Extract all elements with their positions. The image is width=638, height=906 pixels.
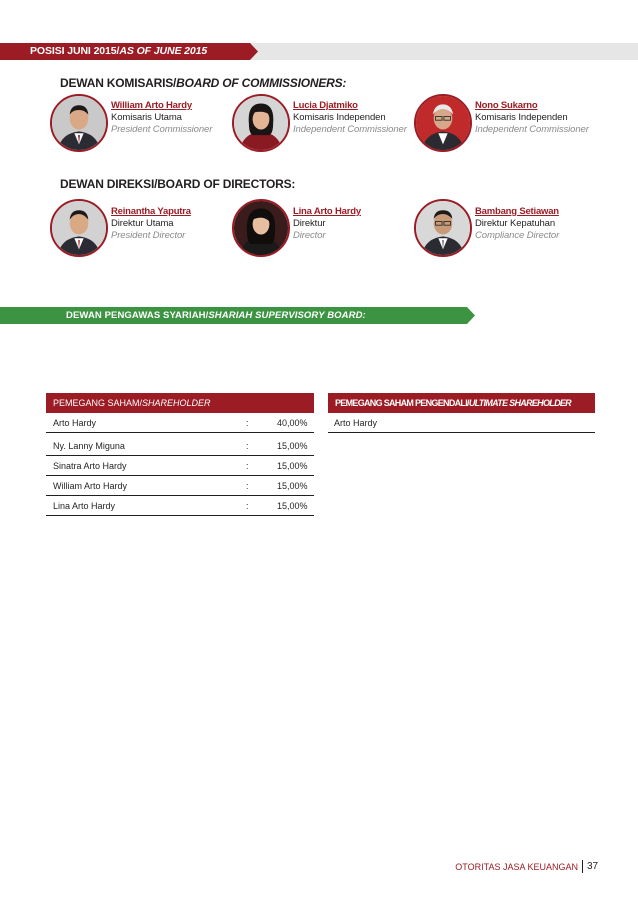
share-percentage: 15,00% — [277, 501, 308, 511]
table-row — [46, 476, 314, 496]
person-photo — [414, 94, 472, 152]
person-name: Nono Sukarno — [475, 100, 538, 111]
header-banner-background — [250, 43, 638, 60]
shareholder-name: William Arto Hardy — [53, 481, 128, 491]
table-row — [46, 496, 314, 516]
column-divider — [258, 436, 259, 455]
footer-divider — [582, 860, 583, 873]
commissioners-heading: DEWAN KOMISARIS/BOARD OF COMMISSIONERS: — [60, 76, 347, 90]
person-role-english: Independent Commissioner — [293, 124, 407, 135]
page-number: 37 — [587, 861, 599, 872]
person-name: Lucia Djatmiko — [293, 100, 358, 111]
person-role-english: President Commissioner — [111, 124, 213, 135]
header-banner-title: POSISI JUNI 2015/AS OF JUNE 2015 — [30, 45, 208, 57]
share-percentage: 15,00% — [277, 481, 308, 491]
ultimate-shareholder-table-header: PEMEGANG SAHAM PENGENDALI/ULTIMATE SHAREHOLDER — [328, 393, 595, 413]
person-photo — [50, 94, 108, 152]
directors-heading: DEWAN DIREKSI/BOARD OF DIRECTORS: — [60, 177, 296, 191]
person-photo — [50, 199, 108, 257]
shareholder-name: Ny. Lanny Miguna — [53, 441, 125, 451]
table-row — [46, 436, 314, 456]
person-role: Komisaris Independen — [293, 112, 386, 123]
person-name: Reinantha Yaputra — [111, 206, 191, 217]
sharia-banner-label: DEWAN PENGAWAS SYARIAH/SHARIAH SUPERVISORY BOARD: — [66, 310, 366, 321]
column-divider — [258, 456, 259, 475]
person-name: William Arto Hardy — [111, 100, 192, 111]
person-role: Direktur Kepatuhan — [475, 218, 556, 229]
separator-colon: : — [246, 418, 249, 428]
person-photo — [414, 199, 472, 257]
person-role-english: Director — [293, 230, 326, 241]
separator-colon: : — [246, 441, 249, 451]
separator-colon: : — [246, 461, 249, 471]
person-name: Bambang Setiawan — [475, 206, 559, 217]
shareholder-name: Arto Hardy — [53, 418, 97, 428]
person-photo — [232, 199, 290, 257]
table-row — [46, 456, 314, 476]
shareholder-table-header: PEMEGANG SAHAM/SHAREHOLDER — [46, 393, 314, 413]
footer-organization: OTORITAS JASA KEUANGAN — [455, 862, 578, 872]
table-row — [328, 413, 595, 433]
share-percentage: 40,00% — [277, 418, 308, 428]
person-photo — [232, 94, 290, 152]
separator-colon: : — [246, 501, 249, 511]
person-role: Direktur Utama — [111, 218, 174, 229]
person-name: Lina Arto Hardy — [293, 206, 361, 217]
table-row — [46, 413, 314, 433]
person-role-english: Compliance Director — [475, 230, 560, 241]
person-role-english: President Director — [111, 230, 186, 241]
person-role-english: Independent Commissioner — [475, 124, 589, 135]
ultimate-shareholder-name: Arto Hardy — [334, 418, 378, 428]
column-divider — [258, 476, 259, 495]
share-percentage: 15,00% — [277, 461, 308, 471]
shareholder-name: Lina Arto Hardy — [53, 501, 116, 511]
person-role: Direktur — [293, 218, 326, 229]
person-role: Komisaris Utama — [111, 112, 182, 123]
column-divider — [258, 496, 259, 515]
person-role: Komisaris Independen — [475, 112, 568, 123]
shareholder-name: Sinatra Arto Hardy — [53, 461, 127, 471]
share-percentage: 15,00% — [277, 441, 308, 451]
separator-colon: : — [246, 481, 249, 491]
